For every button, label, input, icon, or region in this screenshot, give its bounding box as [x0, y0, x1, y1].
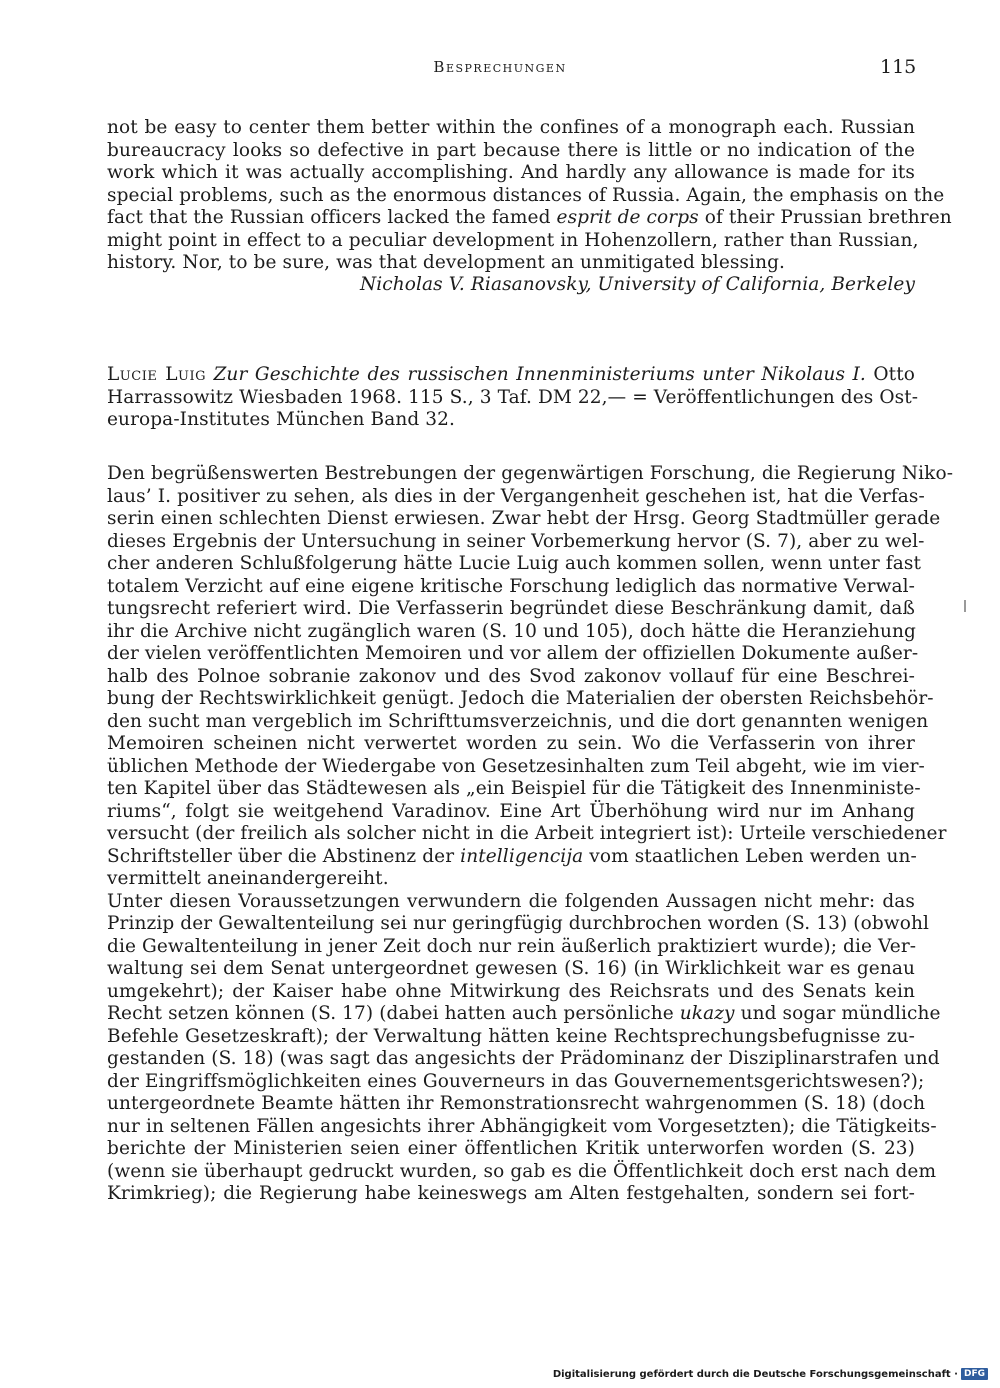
- text-line: [107, 1138, 915, 1161]
- text-run: Den begrüßenswerten Bestrebungen der gegenwärtigen Forschung, die Regierung Niko-: [107, 463, 954, 484]
- text-line: [107, 755, 925, 779]
- dfg-logo: DFG: [961, 1368, 988, 1380]
- text-run: ihr die Archive nicht zugänglich waren (S. 10 und 105), doch hätte die Heranziehung: [107, 620, 916, 642]
- scan-artifact: [964, 600, 966, 612]
- text-run: Recht setzen können (S. 17) (dabei hatten auch persönliche: [107, 1003, 680, 1024]
- text-run: totalem Verzicht auf eine eigene kritische Forschung lediglich das normative Verwal-: [107, 575, 915, 597]
- text-line: [107, 936, 915, 959]
- text-line: [107, 710, 929, 734]
- page-number: 115: [880, 56, 917, 78]
- book-citation: [107, 364, 919, 432]
- text-line: [107, 229, 919, 253]
- text-line: [107, 184, 945, 208]
- text-line: [107, 485, 925, 509]
- text-run: Befehle Gesetzeskraft); der Verwaltung hätten keine Rechtsprechungsbefugnisse zu-: [107, 1025, 915, 1047]
- text-run: might point in effect to a peculiar development in Hohenzollern, rather than Russian,: [107, 229, 919, 251]
- text-run: laus’ I. positiver zu sehen, als dies in der Vergangenheit geschehen ist, hat die Verfas-: [107, 485, 925, 507]
- text-run: der vielen veröffentlichten Memoiren und vor allem der offiziellen Dokumente außer-: [107, 643, 919, 664]
- text-line: [107, 846, 915, 869]
- text-line: [107, 1048, 940, 1071]
- text-run: serin einen schlechten Dienst erwiesen. Zwar hebt der Hrsg. Georg Stadtmüller gerade: [107, 508, 941, 529]
- text-line: [107, 981, 915, 1004]
- text-run: umgekehrt); der Kaiser habe ohne Mitwirkung des Reichsrats und des Senats kein: [107, 980, 915, 1002]
- text-line: [107, 598, 915, 621]
- text-run: Unter diesen Voraussetzungen verwundern die folgenden Aussagen nicht mehr: das: [107, 890, 915, 912]
- text-run: nur in seltenen Fällen angesichts ihrer Abhängigkeit vom Vorgesetzten); die Tätigkeits-: [107, 1115, 937, 1137]
- text-run: üblichen Methode der Wiedergabe von Gesetzesinhalten zum Teil abgeht, wie im vier-: [107, 755, 925, 777]
- text-run: dieses Ergebnis der Untersuchung in seiner Vorbemerkung hervor (S. 7), aber zu wel-: [107, 530, 925, 552]
- text-run: ten Kapitel über das Städtewesen als „ein Beispiel für die Tätigkeit des Innenministe-: [107, 778, 921, 799]
- text-run: Schriftsteller über die Abstinenz der: [107, 845, 461, 867]
- text-line: [107, 643, 919, 666]
- running-header: Besprechungen: [433, 58, 567, 76]
- text-line: [107, 553, 921, 576]
- text-run: (wenn sie überhaupt gedruckt wurden, so gab es die Öffentlichkeit doch erst nach dem: [107, 1160, 937, 1182]
- text-run: Memoiren scheinen nicht verwertet worden zu sein. Wo die Verfasserin von ihrer: [107, 733, 915, 754]
- text-run: den sucht man vergeblich im Schrifttumsverzeichnis, und die dort genannten wenigen: [107, 710, 929, 732]
- text-line: [107, 530, 925, 554]
- text-line: [107, 1003, 941, 1026]
- text-run: special problems, such as the enormous distances of Russia. Again, the emphasis on the: [107, 184, 945, 206]
- text-run: vermittelt aneinandergereiht.: [107, 868, 389, 889]
- text-line: [107, 621, 915, 644]
- text-line: [107, 823, 947, 846]
- text-run: tungsrecht referiert wird. Die Verfasserin begründet diese Beschränkung damit, daß: [107, 598, 915, 619]
- text-line: [107, 778, 921, 801]
- text-line: [107, 117, 915, 140]
- reviewer-signature: Nicholas V. Riasanovsky, University of California, Berkeley: [359, 274, 915, 295]
- text-line: [107, 463, 954, 486]
- text-line: [107, 1026, 915, 1049]
- text-run: europa-Institutes München Band 32.: [107, 409, 456, 430]
- text-line: [107, 1093, 926, 1116]
- text-run: die Gewaltenteilung in jener Zeit doch nur rein äußerlich praktiziert wurde); die Ver-: [107, 935, 917, 957]
- text-run: versucht (der freilich als solcher nicht in die Arbeit integriert ist): Urteile verschiedener: [107, 823, 947, 844]
- text-run: der Eingriffsmöglichkeiten eines Gouverneurs in das Gouvernementsgerichtswesen?);: [107, 1070, 925, 1092]
- ital-text: Zur Geschichte des russischen Innenministeriums unter Nikolaus I.: [213, 364, 866, 385]
- text-run: Krimkrieg); die Regierung habe keineswegs am Alten festgehalten, sondern sei fort-: [107, 1183, 915, 1204]
- text-line: [107, 508, 941, 531]
- text-line: [107, 868, 915, 891]
- text-run: history. Nor, to be sure, was that development an unmitigated blessing.: [107, 252, 786, 273]
- text-line: [107, 140, 915, 163]
- text-line: [107, 409, 915, 432]
- text-line: [107, 688, 934, 711]
- review-conclusion: [107, 117, 952, 275]
- text-line: [107, 801, 915, 824]
- text-run: not be easy to center them better within the confines of a monograph each. Russian: [107, 117, 915, 138]
- text-line: [107, 1115, 937, 1139]
- text-line: [107, 252, 915, 275]
- smallcaps-text: Lucie Luig: [107, 364, 206, 385]
- text-line: [107, 576, 915, 599]
- text-line: [107, 1070, 925, 1094]
- text-run: vom staatlichen Leben werden un-: [583, 845, 917, 867]
- text-run: riums“, folgt sie weitgehend Varadinov. Eine Art Überhöhung wird nur im Anhang: [107, 800, 915, 822]
- text-line: [107, 1160, 937, 1184]
- text-run: Prinzip der Gewaltenteilung sei nur geringfügig durchbrochen worden (S. 13) (obwohl: [107, 913, 930, 934]
- text-run: gestanden (S. 18) (was sagt das angesichts der Prädominanz der Disziplinarstrafen und: [107, 1048, 940, 1069]
- text-run: berichte der Ministerien seien einer öffentlichen Kritik unterworfen worden (S. 23): [107, 1138, 915, 1159]
- footer-text: Digitalisierung gefördert durch die Deutsche Forschungsgemeinschaft ·: [552, 1368, 958, 1380]
- reviewer-signature-block: [107, 274, 915, 297]
- text-line: [107, 364, 915, 387]
- text-run: fact that the Russian officers lacked the famed: [107, 207, 557, 228]
- text-run: bureaucracy looks so defective in part because there is little or no indication of the: [107, 139, 915, 161]
- footer-funding-note: [553, 1368, 988, 1380]
- text-run: Otto: [865, 364, 915, 385]
- text-run: Harrassowitz Wiesbaden 1968. 115 S., 3 Taf. DM 22,— = Veröffentlichungen des Ost-: [107, 386, 919, 408]
- text-run: und sogar mündliche: [734, 1003, 941, 1024]
- text-line: [107, 1183, 915, 1206]
- text-run: work which it was actually accomplishing. And hardly any allowance is made for its: [107, 162, 915, 183]
- text-line: [107, 162, 915, 185]
- review-body: [107, 463, 954, 1206]
- text-run: cher anderen Schlußfolgerung hätte Lucie Luig auch kommen sollen, wenn unter fast: [107, 553, 921, 574]
- text-run: of their Prussian brethren: [698, 207, 952, 228]
- text-line: [107, 207, 952, 230]
- text-line: [107, 666, 915, 689]
- text-line: [107, 733, 915, 756]
- ital-text: intelligencija: [460, 845, 584, 867]
- text-run: halb des Polnoe sobranie zakonov und des Svod zakonov vollauf für eine Beschrei-: [107, 665, 915, 687]
- ital-text: ukazy: [679, 1003, 735, 1024]
- text-line: [107, 891, 915, 914]
- text-run: untergeordnete Beamte hätten ihr Remonstrationsrecht wahrgenommen (S. 18) (doch: [107, 1093, 926, 1114]
- ital-text: esprit de corps: [556, 207, 699, 228]
- text-line: [107, 913, 930, 936]
- text-run: bung der Rechtswirklichkeit genügt. Jedoch die Materialien der obersten Reichsbehör-: [107, 688, 934, 709]
- text-line: [107, 958, 915, 981]
- text-line: [107, 386, 919, 410]
- text-run: waltung sei dem Senat untergeordnet gewesen (S. 16) (in Wirklichkeit war es genau: [107, 958, 915, 979]
